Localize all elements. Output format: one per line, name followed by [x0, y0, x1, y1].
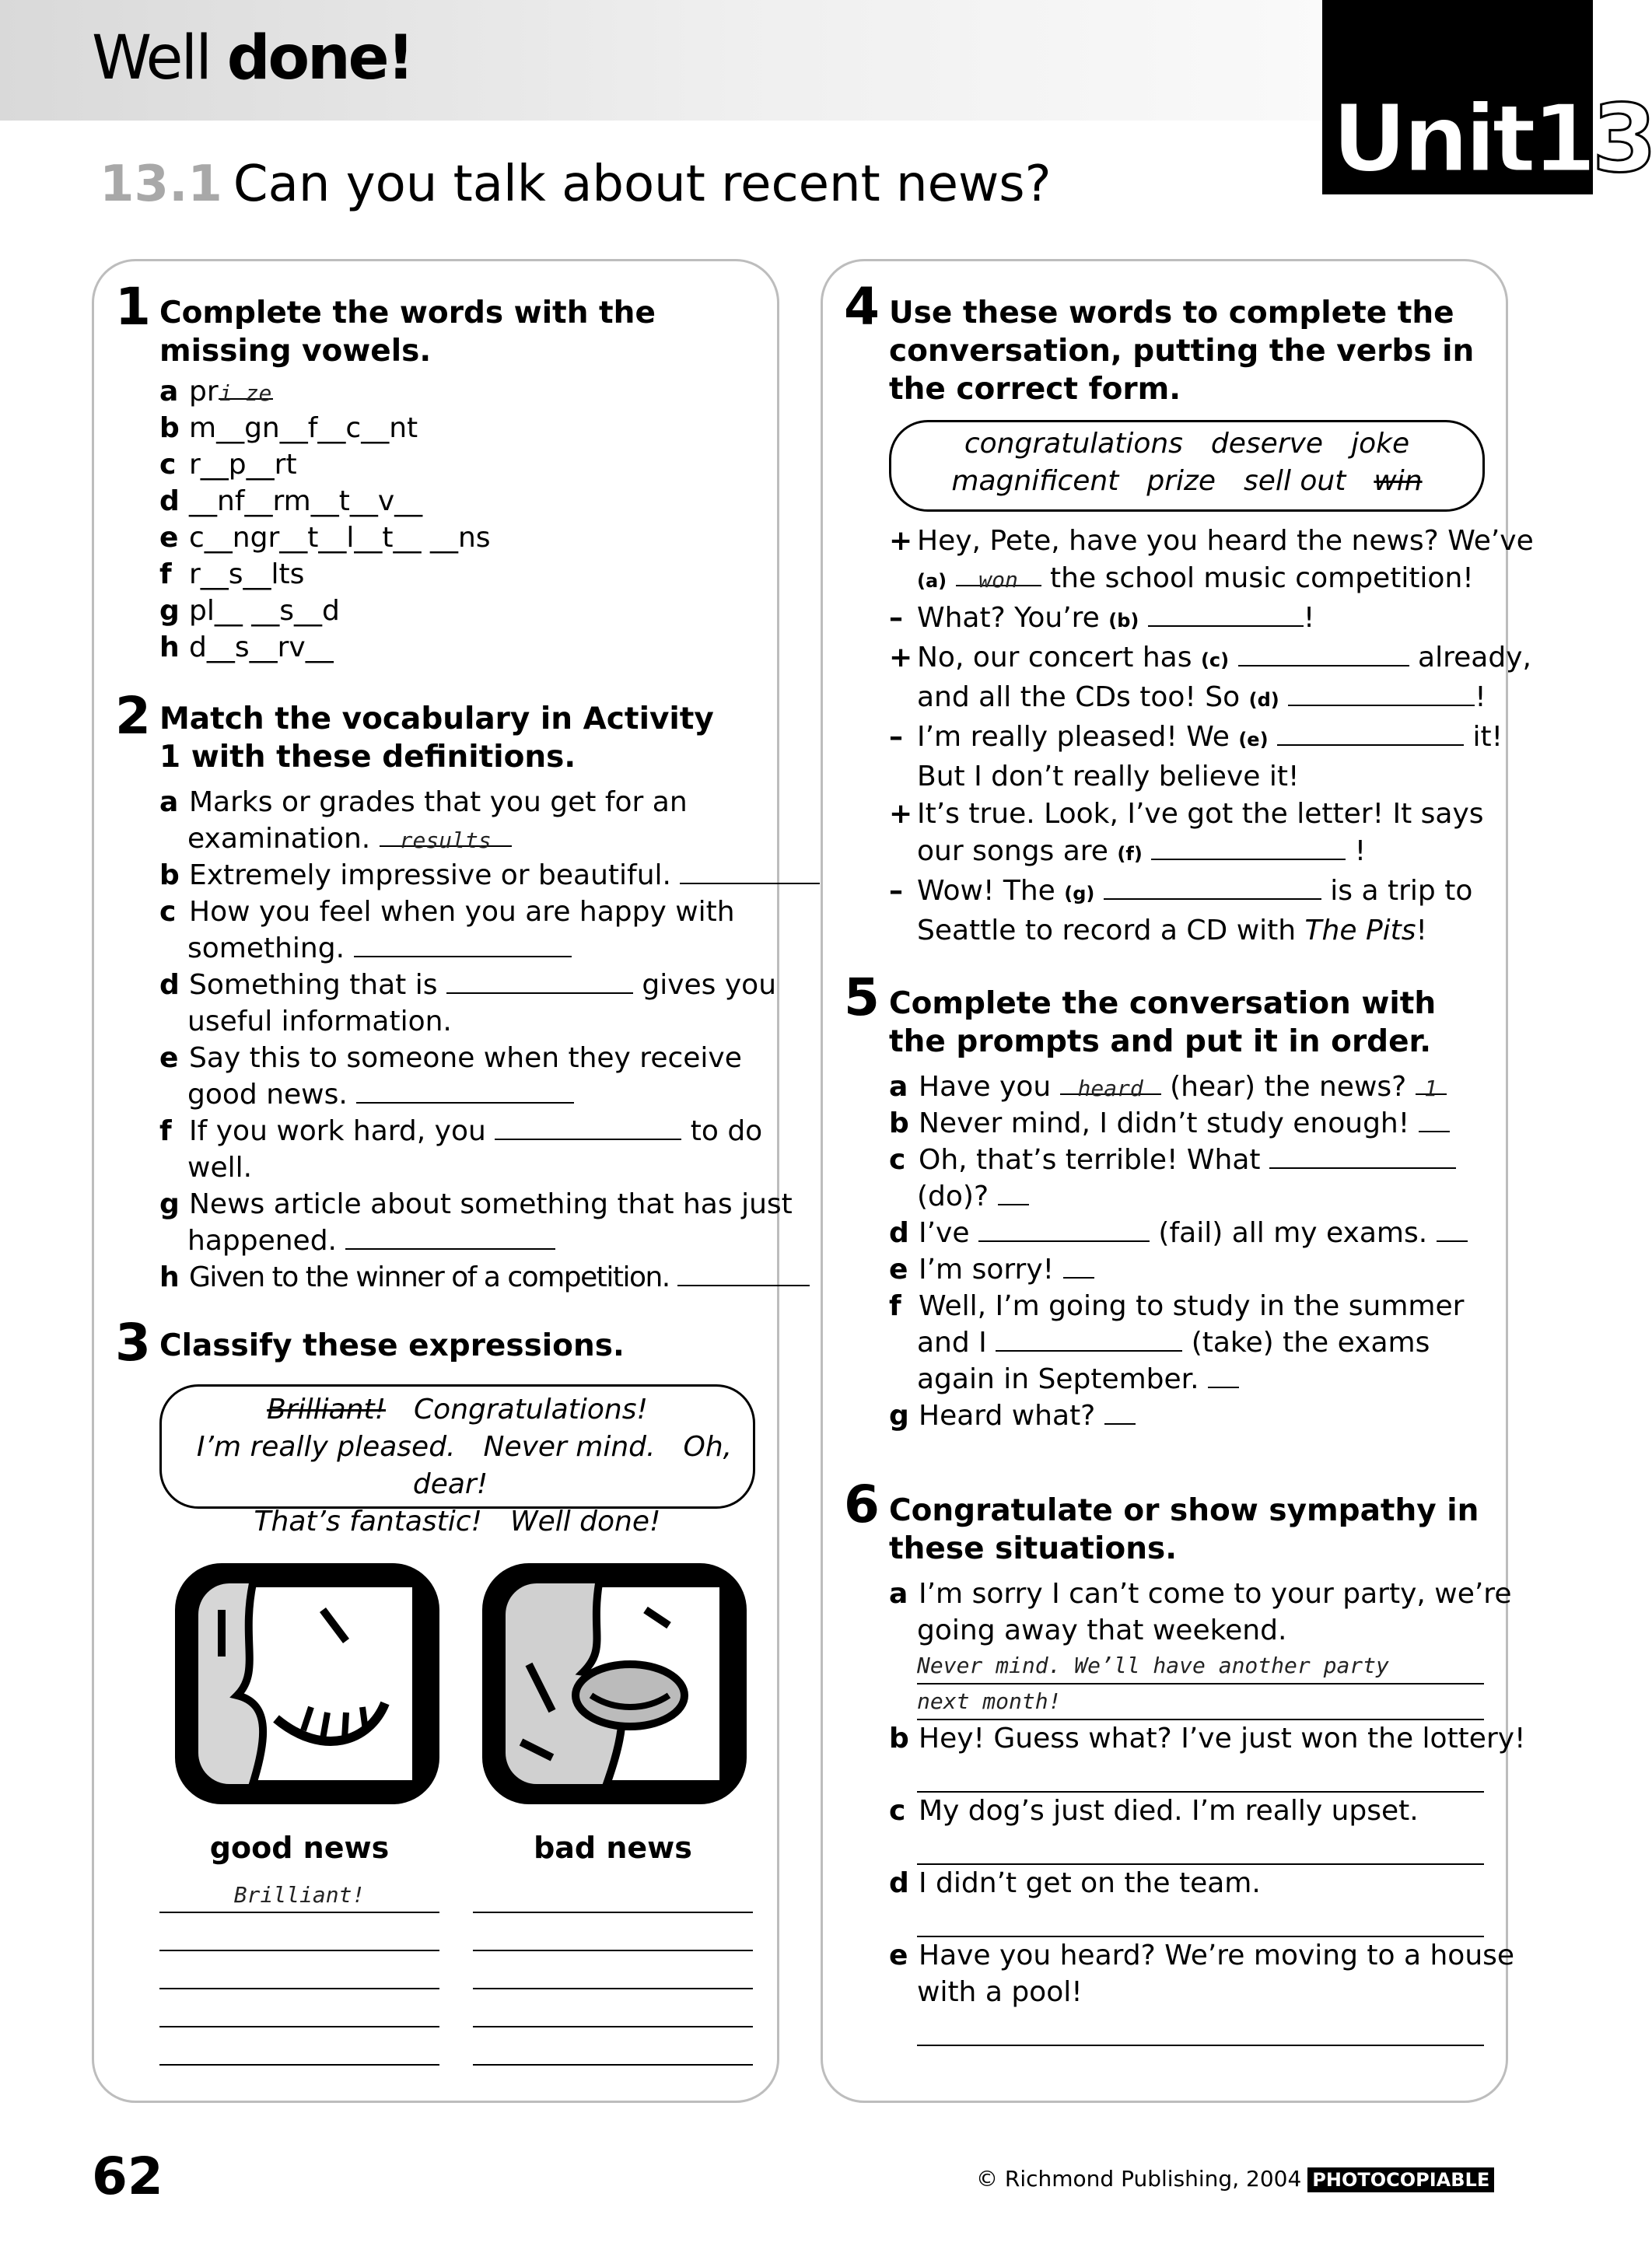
- handwritten-answer: next month!: [917, 1685, 1484, 1720]
- answer-line: [889, 1757, 1484, 1793]
- answer-line: [889, 1649, 1484, 1685]
- activity-6-number: 6: [844, 1475, 880, 1534]
- activity-5-list: [889, 1069, 1468, 1434]
- list-item-cont: (do)?: [889, 1178, 1468, 1215]
- list-item: c Oh, that’s terrible! What: [889, 1142, 1468, 1178]
- list-item: a pri ze: [159, 376, 272, 408]
- list-item: g News article about something that has just: [159, 1188, 793, 1220]
- list-item: h d__s__rv__: [159, 631, 334, 663]
- list-item: c r__p__rt: [159, 449, 297, 481]
- list-item: h Given to the winner of a competition.: [159, 1259, 820, 1296]
- photocopiable-badge: PHOTOCOPIABLE: [1307, 2167, 1494, 2192]
- list-item: e Have you heard? We’re moving to a house: [889, 1940, 1515, 1971]
- list-item: e Say this to someone when they receive: [159, 1042, 742, 1074]
- list-item: g pl__ __s__d: [159, 595, 340, 627]
- list-item: d I’ve (fail) all my exams.: [889, 1215, 1468, 1251]
- page-number: 62: [92, 2146, 163, 2206]
- list-item: b Extremely impressive or beautiful.: [159, 857, 820, 894]
- expression-box: Brilliant! Congratulations! I’m really pleased. Never mind. Oh, dear! That’s fantastic! Well done!: [159, 1384, 755, 1509]
- crossed-word: Brilliant!: [267, 1394, 387, 1426]
- list-item: f Well, I’m going to study in the summer: [889, 1290, 1465, 1322]
- answer-line: [889, 1901, 1484, 1937]
- activity-5-number: 5: [844, 967, 880, 1027]
- activity-1-number: 1: [115, 277, 151, 337]
- activity-4-title: Use these words to complete the conversation, putting the verbs in the correct form.: [889, 296, 1475, 407]
- list-item: c My dog’s just died. I’m really upset.: [889, 1795, 1419, 1827]
- list-item: b Hey! Guess what? I’ve just won the lottery!: [889, 1723, 1526, 1754]
- activity-3-number: 3: [115, 1313, 151, 1373]
- activity-5-title: Complete the conversation with the prompts and put it in order.: [889, 986, 1437, 1059]
- word-bank-box: congratulations deserve joke magnificent prize sell out win: [889, 420, 1485, 512]
- list-item-cont: with a pool!: [917, 1976, 1083, 2008]
- list-item-cont: going away that weekend.: [917, 1615, 1287, 1646]
- list-item-cont: again in September.: [889, 1361, 1468, 1398]
- list-item: d Something that is gives you: [159, 969, 777, 1001]
- list-item-cont: and I (take) the exams: [917, 1327, 1430, 1359]
- handwritten-answer: Never mind. We’ll have another party: [917, 1649, 1484, 1685]
- handwritten-answer: 1: [1416, 1070, 1447, 1095]
- handwritten-answer: Brilliant!: [233, 1882, 366, 1908]
- answer-line: [889, 1829, 1484, 1865]
- activity-4-number: 4: [844, 277, 880, 337]
- list-item: f If you work hard, you to do: [159, 1115, 763, 1147]
- list-item: e I’m sorry!: [889, 1251, 1468, 1288]
- answer-line: [889, 1685, 1484, 1720]
- activity-4-conversation: + Hey, Pete, have you heard the news? We’ve (a) won the school music competition! – What? You’re (b) ! + No, our concert has (c) already, and all the CDs too! So (d) ! – I’m really pleased! We (e) it! But I don’t really believe it! + It’s true. Look, I’ve got the letter! It says our songs are (f) ! – Wow! The (g) is a trip to Seattle to record a CD with The Pits!: [889, 525, 1534, 946]
- handwritten-answer: i ze: [219, 375, 273, 400]
- brand-title: Well done!: [92, 23, 413, 93]
- unit-label: Unit13: [1332, 86, 1652, 194]
- list-item-cont: examination. results: [159, 820, 820, 857]
- answer-line: [889, 2010, 1484, 2046]
- list-item-cont: useful information.: [187, 1006, 452, 1037]
- activity-1-title: Complete the words with the missing vowels.: [159, 296, 656, 369]
- list-item: b Never mind, I didn’t study enough!: [889, 1105, 1468, 1142]
- list-item: c How you feel when you are happy with: [159, 896, 735, 928]
- good-news-label: good news: [209, 1831, 390, 1865]
- list-item-cont: good news.: [159, 1076, 820, 1113]
- list-item: b m__gn__f__c__nt: [159, 412, 418, 444]
- handwritten-answer: won: [956, 562, 1041, 586]
- list-item-cont: well.: [187, 1152, 253, 1184]
- list-item: a Marks or grades that you get for an: [159, 786, 688, 818]
- list-item: g Heard what?: [889, 1398, 1468, 1434]
- list-item: e c__ngr__t__l__t__ __ns: [159, 522, 491, 554]
- activity-6-list: [889, 1576, 1526, 2046]
- list-item: a I’m sorry I can’t come to your party, we’re: [889, 1578, 1512, 1610]
- activity-1-list: [159, 373, 491, 666]
- good-news-face-illustration: [167, 1555, 447, 1812]
- list-item-cont: something.: [159, 930, 820, 967]
- bad-news-label: bad news: [534, 1831, 692, 1865]
- handwritten-answer: results: [380, 822, 512, 847]
- list-item-cont: happened.: [159, 1223, 820, 1259]
- bad-news-lines: [473, 1912, 753, 2066]
- copyright: © Richmond Publishing, 2004 PHOTOCOPIABLE: [976, 2166, 1494, 2192]
- list-item: d I didn’t get on the team.: [889, 1867, 1261, 1899]
- good-news-lines: [159, 1912, 439, 2066]
- bad-news-face-illustration: [474, 1555, 754, 1812]
- list-item: a Have you heard (hear) the news? 1: [889, 1069, 1468, 1105]
- section-title: 13.1 Can you talk about recent news?: [100, 156, 1052, 213]
- activity-2-list: [159, 784, 820, 1296]
- list-item: f r__s__lts: [159, 558, 305, 590]
- activity-6-title: Congratulate or show sympathy in these situations.: [889, 1493, 1479, 1566]
- activity-2-number: 2: [115, 686, 151, 746]
- handwritten-answer: heard: [1060, 1070, 1161, 1095]
- list-item: d __nf__rm__t__v__: [159, 485, 423, 517]
- activity-3-title: Classify these expressions.: [159, 1328, 625, 1363]
- activity-2-title: Match the vocabulary in Activity 1 with these definitions.: [159, 701, 714, 775]
- crossed-word: win: [1374, 465, 1423, 497]
